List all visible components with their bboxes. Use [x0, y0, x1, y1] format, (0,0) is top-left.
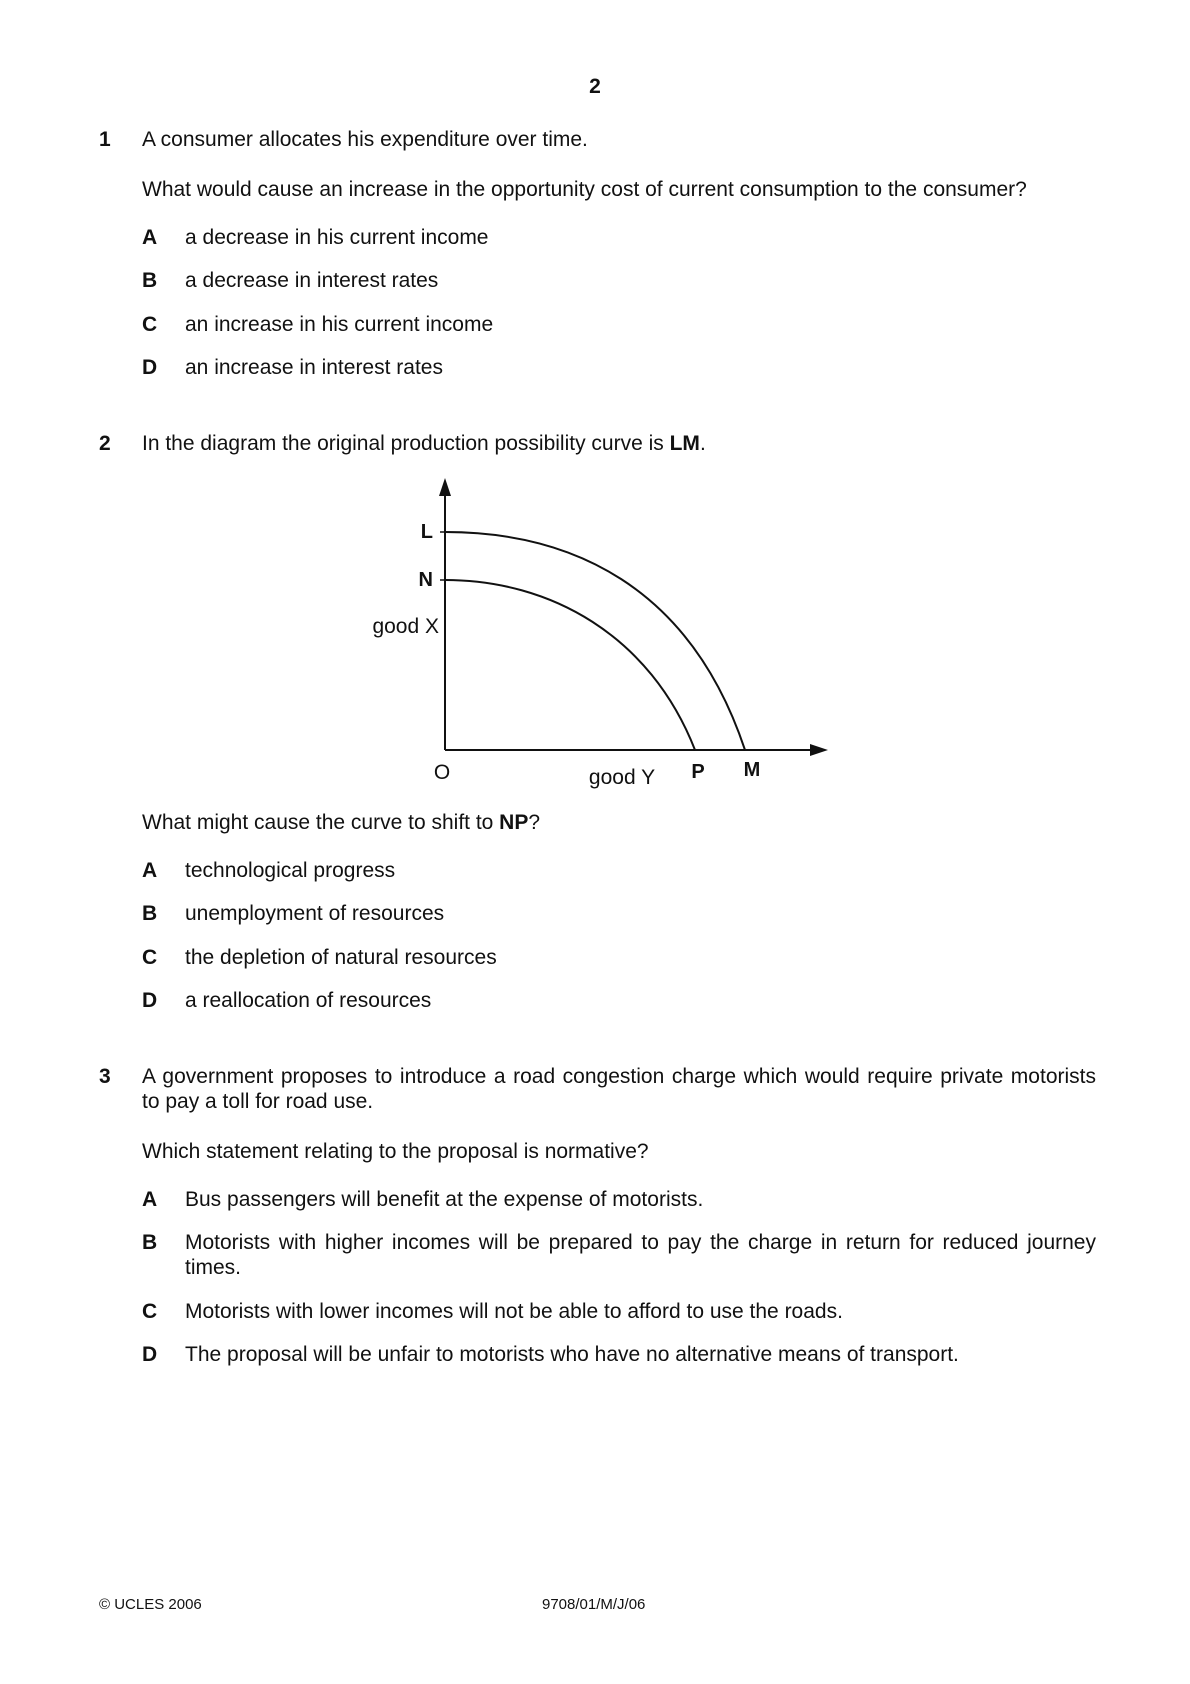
footer-paper-code: 9708/01/M/J/06: [542, 1596, 646, 1613]
footer-copyright: © UCLES 2006: [99, 1596, 202, 1613]
y-axis-arrow: [439, 478, 451, 496]
q1-option-d-text: an increase in interest rates: [185, 356, 443, 379]
q1-option-b-letter: B: [142, 269, 158, 292]
question-2-stem-text: In the diagram the original production possibility curve is: [142, 432, 670, 455]
q2-option-c-letter: C: [142, 946, 158, 969]
question-1-stem: A consumer allocates his expenditure over time.: [142, 128, 588, 151]
curve-LM: [445, 532, 745, 750]
question-2-prompt: [142, 810, 540, 835]
q3-option-b-letter: B: [142, 1231, 158, 1254]
label-M: M: [743, 759, 761, 781]
x-axis-arrow: [810, 744, 828, 756]
x-axis-label: good Y: [588, 766, 656, 789]
question-2-prompt-end: ?: [528, 811, 541, 834]
q2-option-a-letter: A: [142, 859, 158, 882]
question-1-number: 1: [99, 128, 111, 151]
q2-option-a-text: technological progress: [185, 859, 396, 882]
q1-option-a-text: a decrease in his current income: [185, 226, 489, 249]
q2-option-d-letter: D: [142, 989, 158, 1012]
origin-label: O: [433, 761, 451, 784]
q1-option-a-letter: A: [142, 226, 158, 249]
label-N: N: [418, 569, 433, 591]
question-2-prompt-curve: NP: [499, 811, 529, 834]
ppc-diagram: [360, 470, 840, 795]
q3-option-d-letter: D: [142, 1343, 158, 1366]
q1-option-b-text: a decrease in interest rates: [185, 269, 439, 292]
question-2-stem: [142, 431, 706, 456]
q3-option-a-letter: A: [142, 1188, 158, 1211]
question-2-number: 2: [99, 432, 111, 455]
q1-option-c-letter: C: [142, 313, 158, 336]
label-L: L: [420, 521, 433, 543]
curve-NP: [445, 580, 695, 750]
y-axis-label: good X: [372, 615, 439, 638]
question-3-stem: A government proposes to introduce a road congestion charge which would require private motorists to pay a toll for road use.: [142, 1065, 1096, 1114]
q1-option-d-letter: D: [142, 356, 158, 379]
question-3-prompt: Which statement relating to the proposal is normative?: [142, 1140, 649, 1163]
q3-option-c-text: Motorists with lower incomes will not be able to afford to use the roads.: [185, 1300, 843, 1323]
page-number: 2: [589, 75, 601, 98]
q2-option-c-text: the depletion of natural resources: [185, 946, 497, 969]
q2-option-b-text: unemployment of resources: [185, 902, 445, 925]
question-1-prompt: What would cause an increase in the opportunity cost of current consumption to the consumer?: [142, 178, 1027, 201]
q3-option-c-letter: C: [142, 1300, 158, 1323]
q3-option-b-text: Motorists with higher incomes will be prepared to pay the charge in return for reduced journey times.: [185, 1231, 1096, 1280]
q3-option-a-text: Bus passengers will benefit at the expense of motorists.: [185, 1188, 704, 1211]
question-2-prompt-text: What might cause the curve to shift to: [142, 811, 500, 834]
question-2-stem-end: .: [699, 432, 706, 455]
question-2-stem-curve: LM: [669, 432, 700, 455]
q2-option-d-text: a reallocation of resources: [185, 989, 432, 1012]
label-P: P: [691, 761, 705, 783]
ppc-axes: [439, 478, 828, 756]
q3-option-d-text: The proposal will be unfair to motorists who have no alternative means of transport.: [185, 1343, 959, 1366]
q1-option-c-text: an increase in his current income: [185, 313, 494, 336]
question-3-number: 3: [99, 1065, 111, 1088]
q2-option-b-letter: B: [142, 902, 158, 925]
